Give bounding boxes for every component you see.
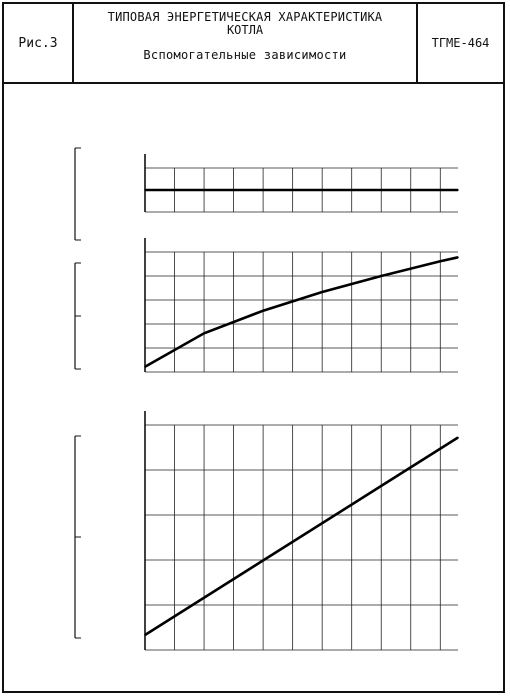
title-line-1: ТИПОВАЯ ЭНЕРГЕТИЧЕСКАЯ ХАРАКТЕРИСТИКА — [107, 10, 383, 24]
chart-1-data-point — [439, 261, 441, 263]
document-code-text: ТГМЕ-464 — [431, 36, 490, 50]
chart-1-data-point — [262, 310, 264, 312]
chart-0-data-point — [457, 189, 459, 191]
chart-0-data-point — [144, 189, 146, 191]
chart-1-data-point — [321, 291, 323, 293]
subtitle: Вспомогательные зависимости — [143, 48, 347, 62]
chart-1-data-point — [203, 333, 205, 335]
title-line-2: КОТЛА — [226, 23, 264, 37]
chart-1-data-point — [144, 366, 146, 368]
chart-2-data-point — [457, 437, 459, 439]
chart-1-data-point — [380, 275, 382, 277]
chart-2-data-point — [144, 634, 146, 636]
chart-1-data-point — [457, 257, 459, 259]
figure-number-text: Рис.3 — [18, 35, 58, 51]
